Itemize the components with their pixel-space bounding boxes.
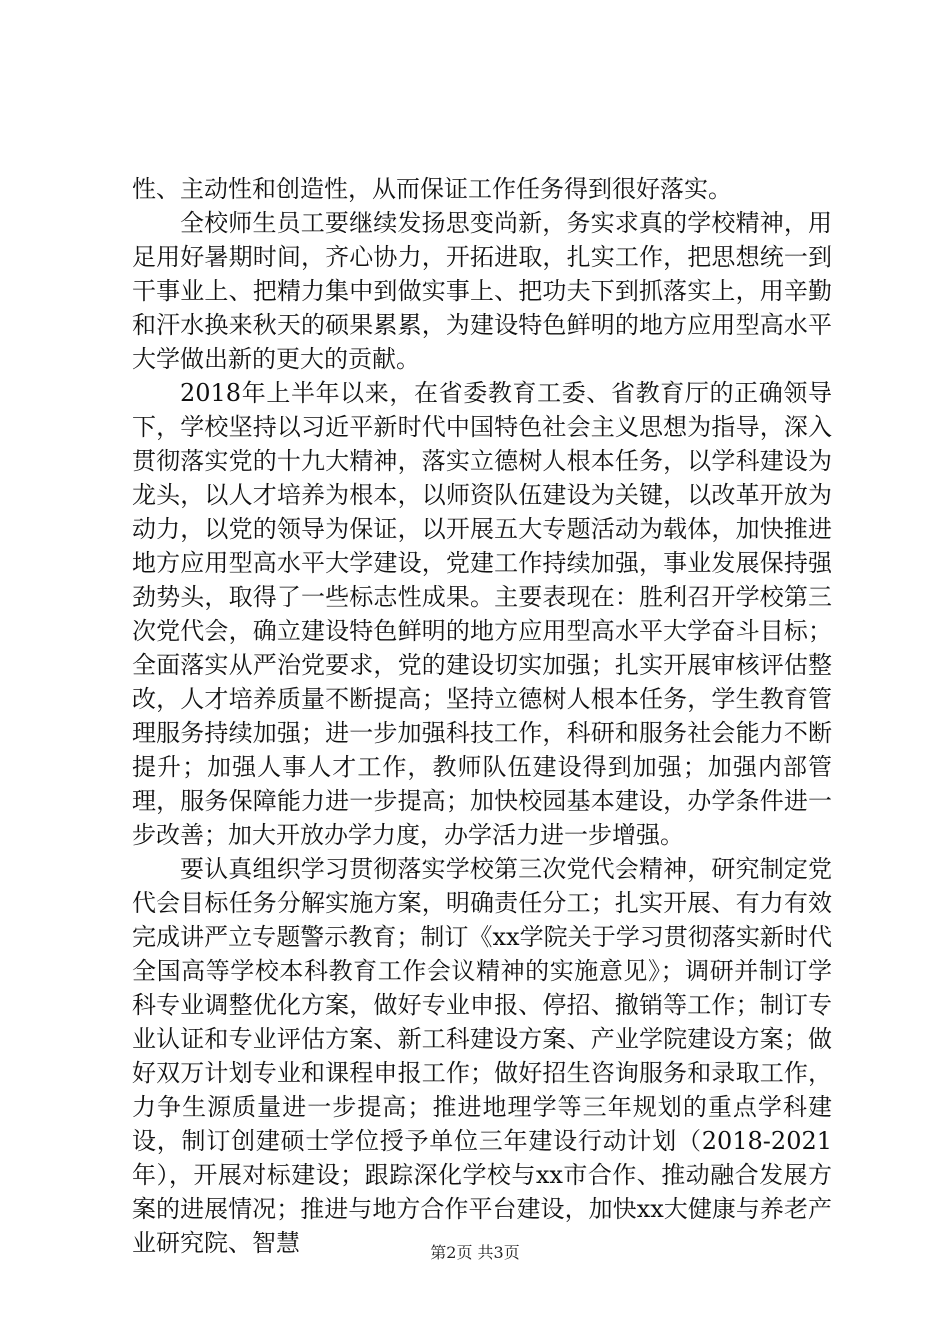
page-footer: 第2页 共3页 xyxy=(430,1243,520,1262)
paragraph: 全校师生员工要继续发扬思变尚新，务实求真的学校精神，用足用好暑期时间，齐心协力，开拓进取，扎实工作，把思想统一到干事业上、把精力集中到做实事上、把功夫下到抓落实上，用辛勤和汗水换来秋天的硕果累累，为建设特色鲜明的地方应用型高水平大学做出新的更大的贡献。 xyxy=(132,209,832,373)
paragraph: 要认真组织学习贯彻落实学校第三次党代会精神，研究制定党代会目标任务分解实施方案，明确责任分工；扎实开展、有力有效完成讲严立专题警示教育；制订《xx学院关于学习贯彻落实新时代全国高等学校本科教育工作会议精神的实施意见》；调研并制订学科专业调整优化方案，做好专业申报、停招、撤销等工作；制订专业认证和专业评估方案、新工科建设方案、产业学院建设方案；做好双万计划专业和课程申报工作；做好招生咨询服务和录取工作，力争生源质量进一步提高；推进地理学等三年规划的重点学科建设，制订创建硕士学位授予单位三年建设行动计划（2018-2021年），开展对标建设；跟踪深化学校与xx市合作、推动融合发展方案的进展情况；推进与地方合作平台建设，加快xx大健康与养老产业研究院、智慧 xyxy=(132,855,832,1257)
paragraph: 2018年上半年以来，在省委教育工委、省教育厅的正确领导下，学校坚持以习近平新时代中国特色社会主义思想为指导，深入贯彻落实党的十九大精神，落实立德树人根本任务，以学科建设为龙头，以人才培养为根本，以师资队伍建设为关键，以改革开放为动力，以党的领导为保证，以开展五大专题活动为载体，加快推进地方应用型高水平大学建设，党建工作持续加强，事业发展保持强劲势头，取得了一些标志性成果。主要表现在：胜利召开学校第三次党代会，确立建设特色鲜明的地方应用型高水平大学奋斗目标；全面落实从严治党要求，党的建设切实加强；扎实开展审核评估整改，人才培养质量不断提高；坚持立德树人根本任务，学生教育管理服务持续加强；进一步加强科技工作，科研和服务社会能力不断提升；加强人事人才工作，教师队伍建设得到加强；加强内部管理，服务保障能力进一步提高；加快校园基本建设，办学条件进一步改善；加大开放办学力度，办学活力进一步增强。 xyxy=(132,379,832,849)
document-body xyxy=(132,172,832,1260)
paragraph-continuation: 性、主动性和创造性，从而保证工作任务得到很好落实。 xyxy=(132,175,732,203)
